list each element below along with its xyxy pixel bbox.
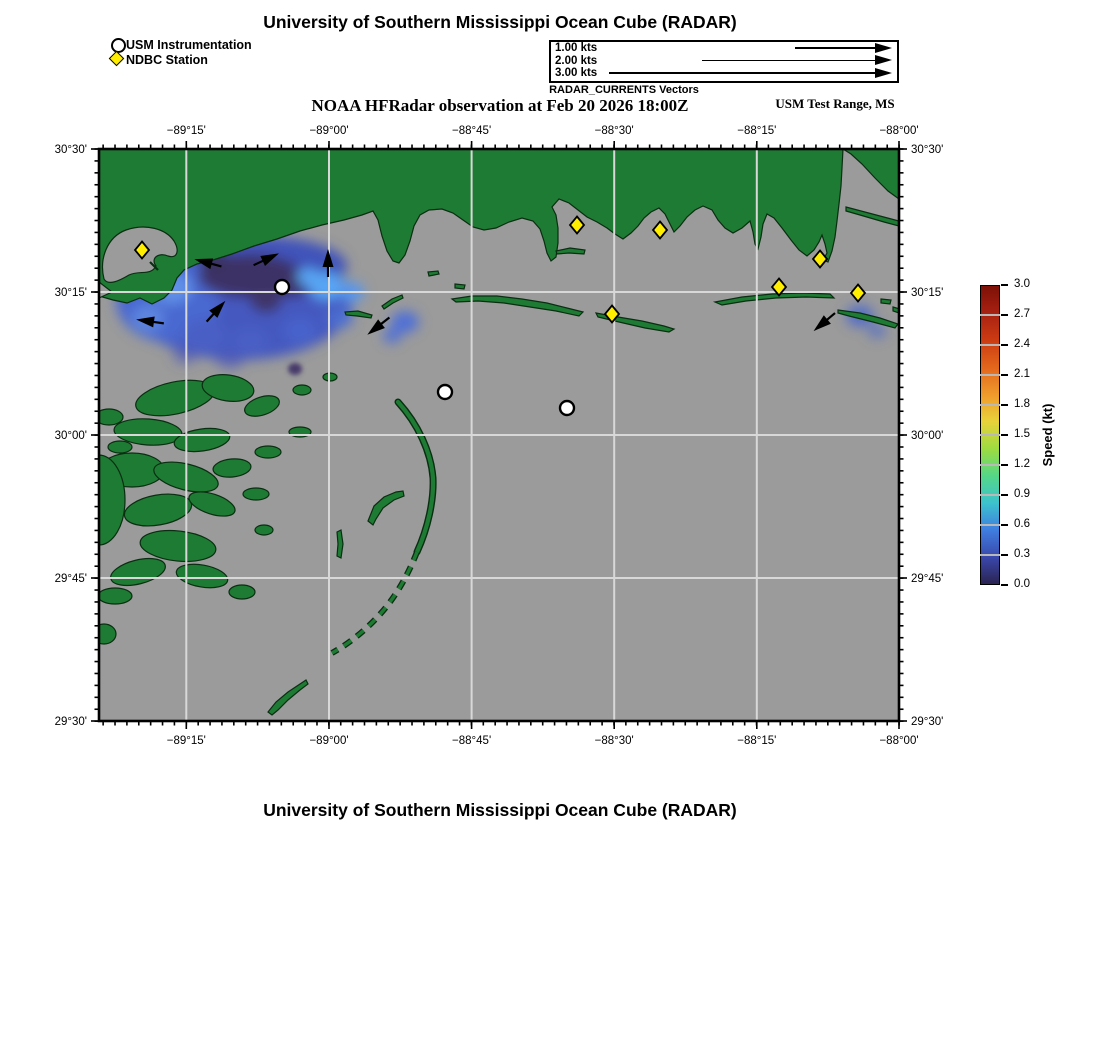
lat-label-right: 29°30'	[911, 716, 944, 728]
vector-scale-entry-label: 3.00 kts	[555, 67, 598, 79]
observation-subtitle: NOAA HFRadar observation at Feb 20 2026 18:00Z	[311, 96, 689, 115]
colorbar-tick-label: 1.2	[1014, 457, 1030, 470]
lat-label-left: 30°00'	[54, 430, 87, 442]
colorbar-gridline	[980, 404, 1000, 406]
top-title: University of Southern Mississippi Ocean Cube (RADAR)	[263, 12, 737, 32]
lon-label-bottom: −89°00'	[309, 735, 349, 747]
colorbar-gridline	[980, 524, 1000, 526]
colorbar-gridline	[980, 464, 1000, 466]
lat-label-left: 30°30'	[54, 144, 87, 156]
legend-label-ndbc: NDBC Station	[126, 52, 208, 67]
marsh-polygon	[255, 446, 281, 458]
speed-blob	[183, 320, 227, 352]
colorbar-tick	[1001, 494, 1008, 496]
lat-label-left: 29°30'	[54, 716, 87, 728]
usm-instrument-marker	[438, 385, 452, 399]
colorbar-tick	[1001, 464, 1008, 466]
lon-label-bottom: −88°30'	[594, 735, 634, 747]
land-polygon	[881, 299, 891, 304]
vector-scale-caption: RADAR_CURRENTS Vectors	[549, 84, 699, 96]
marsh-polygon	[255, 525, 273, 535]
bottom-title: University of Southern Mississippi Ocean Cube (RADAR)	[263, 800, 737, 820]
colorbar-tick	[1001, 374, 1008, 376]
land-polygon	[337, 530, 343, 558]
marsh-polygon	[98, 588, 132, 604]
speed-blob	[173, 348, 197, 364]
colorbar-tick	[1001, 314, 1008, 316]
colorbar-gridline	[980, 494, 1000, 496]
colorbar-tick	[1001, 404, 1008, 406]
colorbar-gridline	[980, 344, 1000, 346]
colorbar-tick-label: 1.5	[1014, 427, 1030, 440]
usm-instrument-marker	[275, 280, 289, 294]
speed-blob	[383, 329, 401, 343]
colorbar-tick-label: 3.0	[1014, 277, 1030, 290]
colorbar-tick-label: 2.7	[1014, 307, 1030, 320]
lat-label-left: 29°45'	[54, 573, 87, 585]
lon-label-top: −88°30'	[594, 125, 634, 137]
colorbar-tick-label: 0.6	[1014, 517, 1030, 530]
lat-label-right: 30°30'	[911, 144, 944, 156]
vector-scale-entry-label: 1.00 kts	[555, 42, 598, 54]
colorbar-gridline	[980, 374, 1000, 376]
lon-label-top: −89°15'	[166, 125, 206, 137]
lon-label-top: −89°00'	[309, 125, 349, 137]
colorbar-gridline	[980, 554, 1000, 556]
speed-blob	[216, 351, 244, 369]
lon-label-top: −88°15'	[737, 125, 777, 137]
speed-blob	[232, 328, 268, 354]
lat-label-right: 29°45'	[911, 573, 944, 585]
colorbar-gridline	[980, 314, 1000, 316]
speed-dot	[288, 363, 302, 375]
colorbar-tick-label: 0.3	[1014, 547, 1030, 560]
usm-instrument-marker	[560, 401, 574, 415]
lon-label-bottom: −88°00'	[879, 735, 919, 747]
colorbar-tick-label: 2.4	[1014, 337, 1030, 350]
land-polygon	[455, 284, 465, 289]
colorbar-tick	[1001, 284, 1008, 286]
colorbar-tick-label: 1.8	[1014, 397, 1030, 410]
colorbar-gridline	[980, 434, 1000, 436]
region-label: USM Test Range, MS	[775, 96, 895, 111]
lon-label-bottom: −88°15'	[737, 735, 777, 747]
colorbar-tick	[1001, 434, 1008, 436]
speed-blob	[868, 324, 886, 338]
colorbar-tick-label: 2.1	[1014, 367, 1030, 380]
colorbar-tick	[1001, 524, 1008, 526]
marsh-polygon	[293, 385, 311, 395]
colorbar-axis-label: Speed (kt)	[1040, 403, 1055, 467]
lon-label-top: −88°45'	[452, 125, 492, 137]
vector-scale-entry-label: 2.00 kts	[555, 54, 598, 67]
lat-label-right: 30°15'	[911, 287, 944, 299]
lon-label-bottom: −88°45'	[452, 735, 492, 747]
marsh-polygon	[243, 488, 269, 500]
colorbar-tick	[1001, 344, 1008, 346]
speed-blob	[327, 308, 353, 328]
lat-label-right: 30°00'	[911, 430, 944, 442]
lon-label-top: −88°00'	[879, 125, 919, 137]
marsh-polygon	[108, 441, 132, 453]
colorbar-tick-label: 0.9	[1014, 487, 1030, 500]
colorbar-tick-label: 0.0	[1014, 577, 1030, 590]
speed-blob	[297, 268, 319, 286]
legend-label-usm: USM Instrumentation	[126, 37, 252, 52]
speed-blob	[284, 319, 316, 343]
lon-label-bottom: −89°15'	[166, 735, 206, 747]
marsh-polygon	[92, 624, 116, 644]
marsh-polygon	[229, 585, 255, 599]
lat-label-left: 30°15'	[54, 287, 87, 299]
colorbar-tick	[1001, 584, 1008, 586]
colorbar-tick	[1001, 554, 1008, 556]
